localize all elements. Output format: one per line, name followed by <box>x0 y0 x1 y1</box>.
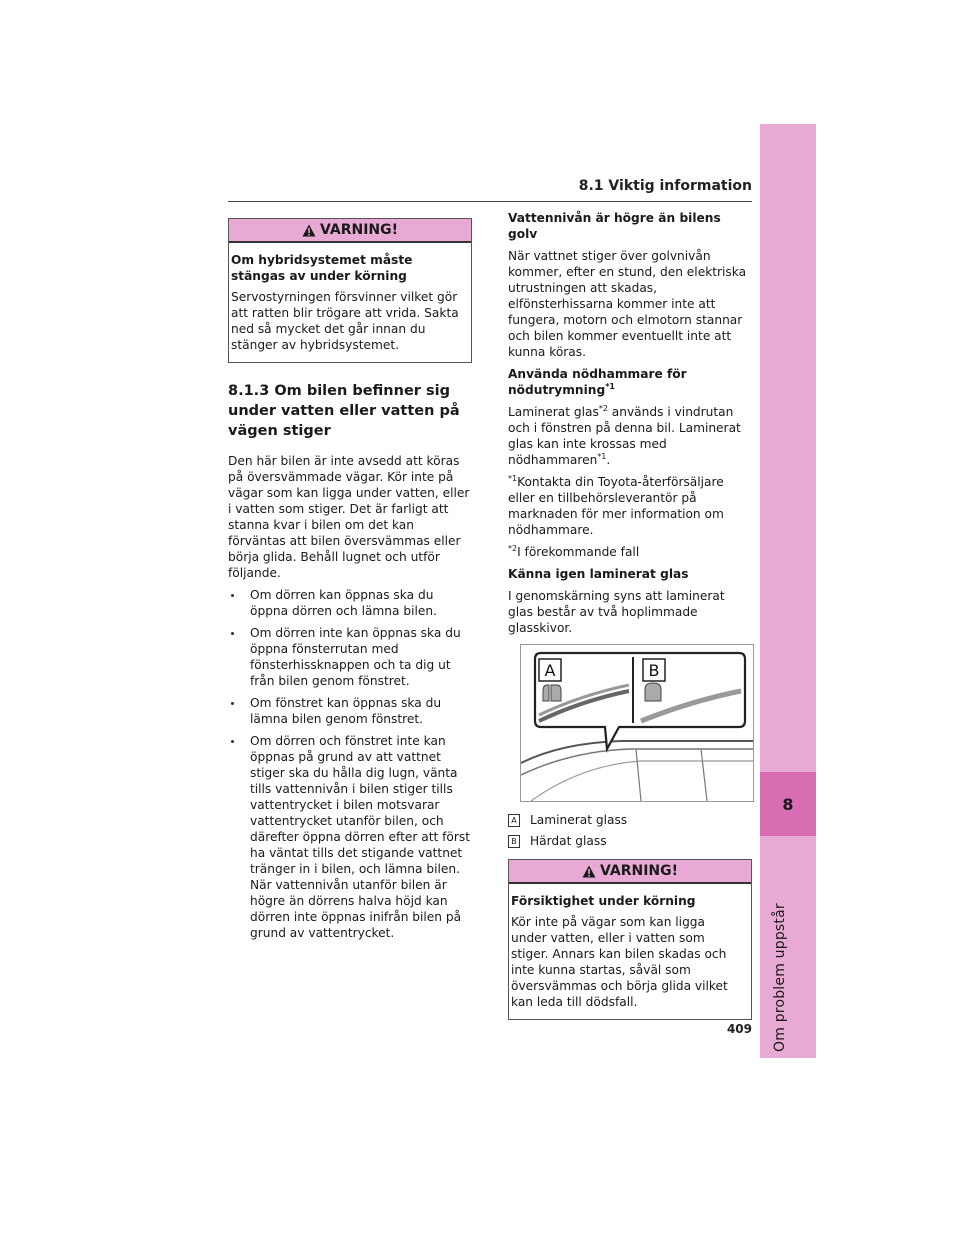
glass-text: I genomskärning syns att laminerat glas består av två hoplimmade glasskivor. <box>508 589 725 635</box>
legend-text: Laminerat glass <box>530 813 628 827</box>
footnote-2 <box>508 544 752 560</box>
label-b: B <box>648 661 660 680</box>
section-title: 8.1.3 Om bilen befinner sig under vatten eller vatten på vägen stiger <box>228 383 460 439</box>
hammer-text-a: Laminerat glas <box>508 405 599 419</box>
list-item: Om dörren kan öppnas ska du öppna dörren och lämna bilen. <box>228 587 472 619</box>
warning-box-driving <box>508 859 752 1020</box>
warning-heading: Om hybridsystemet måste stängas av under körning <box>231 253 413 283</box>
label-a: A <box>544 661 556 680</box>
footnote-ref: *2 <box>598 403 608 413</box>
chapter-number-box <box>760 772 816 836</box>
list-item: Om dörren inte kan öppnas ska du öppna fönsterrutan med fönsterhissknappen och ta dig ut från bilen genom fönstret. <box>228 625 472 689</box>
left-column <box>228 218 472 947</box>
list-item: Om dörren och fönstret inte kan öppnas på grund av att vattnet stiger ska du hålla dig lugn, vänta tills vattennivån i bilen stiger tills vattentrycket i bilen motsvarar vattentrycket utanför bilen, och därefter öppna dörren efter att först ha väntat tills det stigande vattnet tränger in i bilen, och lämna bilen. När vattennivån utanför bilen är högre än dörrens halva höjd kan dörren inte öppnas inifrån bilen på grund av vattentrycket. <box>228 733 472 941</box>
footnote-1 <box>508 474 752 538</box>
section-intro: Den här bilen är inte avsedd att köras på översvämmade vägar. Kör inte på vägar som kan ligga under vatten, eller i vatten som stiger. Det är farligt att stanna kvar i bilen om det kan förväntas att bilen översvämmas eller börja glida. Behåll lugnet och utför följande. <box>228 454 470 580</box>
instruction-list <box>228 587 472 941</box>
legend-item-a <box>508 812 752 828</box>
warning-box-hybrid <box>228 218 472 363</box>
legend-item-b <box>508 833 752 849</box>
legend-text: Härdat glass <box>530 834 607 848</box>
warning-body <box>229 243 471 362</box>
warning-title: VARNING! <box>319 222 399 238</box>
glass-illustration <box>520 644 754 802</box>
footnote-1-text: Kontakta din Toyota-återförsäljare eller en tillbehörsleverantör på marknaden för mer information om nödhammare. <box>508 475 724 537</box>
glass-heading: Känna igen laminerat glas <box>508 567 689 581</box>
water-heading: Vattennivån är högre än bilens golv <box>508 211 721 241</box>
footnote-ref: *1 <box>597 451 607 461</box>
chapter-title: Om problem uppstår <box>772 903 788 1052</box>
footnote-mark: *2 <box>508 543 518 553</box>
right-column <box>508 210 752 1038</box>
warning-header <box>509 860 751 884</box>
hammer-text-c: . <box>606 453 611 467</box>
warning-heading: Försiktighet under körning <box>511 894 696 908</box>
footnote-mark: *1 <box>508 473 518 483</box>
hammer-text <box>508 404 752 468</box>
chapter-number: 8 <box>782 794 794 814</box>
glass-diagram <box>521 645 753 801</box>
warning-text: Servostyrningen försvinner vilket gör att ratten blir trögare att vrida. Sakta ned så mycket det går innan du stänger av hybridsystemet. <box>231 290 459 352</box>
warning-body <box>509 884 751 1019</box>
footnote-2-text: I förekommande fall <box>517 545 640 559</box>
hammer-heading-text: Använda nödhammare för nödutrymning <box>508 367 687 397</box>
warning-text: Kör inte på vägar som kan ligga under vatten, eller i vatten som stiger. Annars kan bilen skadas och inte kunna startas, såväl som översvämmas och börja glida vilket kan leda till dödsfall. <box>511 915 728 1009</box>
warning-triangle-icon <box>302 224 316 237</box>
legend-key: B <box>508 835 520 848</box>
warning-triangle-icon <box>582 865 596 878</box>
legend-key: A <box>508 814 520 827</box>
warning-header <box>229 219 471 243</box>
list-item: Om fönstret kan öppnas ska du lämna bilen genom fönstret. <box>228 695 472 727</box>
water-text: När vattnet stiger över golvnivån kommer, efter en stund, den elektriska utrustningen att skadas, elfönsterhissarna kommer inte att fungera, motorn och elmotorn stannar och bilen kommer eventuellt inte att kunna köras. <box>508 249 747 359</box>
warning-title: VARNING! <box>599 863 679 879</box>
page-number: 409 <box>726 1022 752 1036</box>
header-rule <box>228 201 752 202</box>
hammer-text-b: används i vindrutan och i fönstren på denna bil. Laminerat glas kan inte krossas med nödhammaren <box>508 405 741 467</box>
running-header: 8.1 Viktig information <box>578 178 752 194</box>
footnote-ref: *1 <box>605 381 615 391</box>
hammer-heading <box>508 366 752 398</box>
